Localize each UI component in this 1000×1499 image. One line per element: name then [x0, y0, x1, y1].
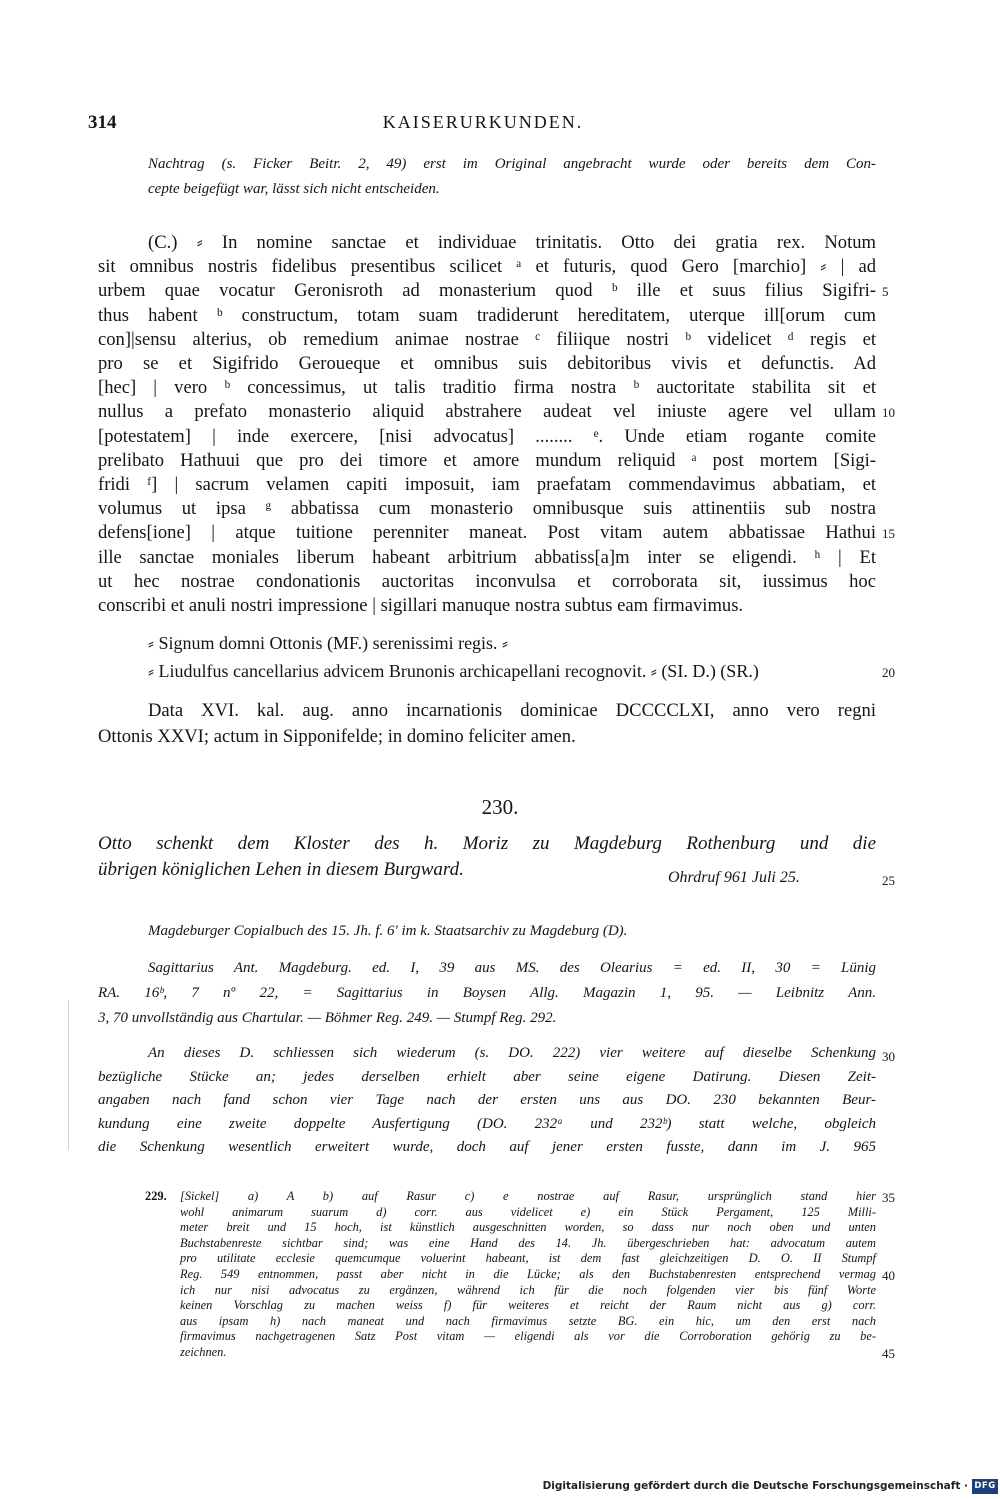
footnote-ref: 229.	[145, 1189, 167, 1203]
line-number: 10	[882, 405, 895, 421]
signum-line: ⸗ Signum domni Ottonis (MF.) serenissimi regis. ⸗	[148, 633, 509, 653]
regest-line: übrigen königlichen Lehen in diesem Burgward.	[98, 859, 464, 880]
charter-line: ut hec nostrae condonationis auctoritas inconvulsa et corroborata sit, iussimus hoc	[98, 570, 876, 592]
charter-line: nullus a prefato monasterio aliquid abstrahere audeat vel iniuste agere vel ullam	[98, 401, 876, 423]
footnote-line: Buchstabenreste sichtbar sind; was eine Hand des 14. Jh. übergeschrieben hat: advocatum autem	[180, 1235, 876, 1250]
tradition-line: Magdeburger Copialbuch des 15. Jh. f. 6' im k. Staatsarchiv zu Magdeburg (D).	[148, 923, 628, 939]
charter-line: [potestatem] | inde exercere, [nisi advocatus] ........ ᵉ. Unde etiam rogante comite	[98, 425, 876, 447]
document-number: 230.	[481, 795, 519, 819]
edition-line: Sagittarius Ant. Magdeburg. ed. I, 39 aus MS. des Olearius = ed. II, 30 = Lünig	[148, 960, 876, 976]
intro-line: Nachtrag (s. Ficker Beitr. 2, 49) erst im Original angebracht wurde oder bereits dem Con-	[148, 156, 876, 172]
commentary-line: die Schenkung wesentlich erweitert wurde, doch auf jener ersten fusste, dann im J. 965	[98, 1139, 876, 1155]
footnote-line: wohl animarum suarum d) corr. aus videlicet e) ein Stück Pergament, 125 Milli-	[180, 1204, 876, 1219]
commentary-line: kundung eine zweite doppelte Ausfertigung (DO. 232ᵃ und 232ᵇ) statt welche, obgleich	[98, 1115, 876, 1132]
line-number: 25	[882, 873, 895, 888]
signum-line: ⸗ Liudulfus cancellarius advicem Brunonis archicapellani recognovit. ⸗ (SI. D.) (SR.)	[148, 661, 759, 681]
commentary-line: bezügliche Stücke an; jedes derselben erhielt aber seine eigene Datirung. Diesen Zeit-	[98, 1068, 876, 1085]
line-number: 35	[882, 1190, 895, 1205]
footnote-line: aus ipsam h) nach maneat und nach firmavimus setzte BG. ein hic, um den erst nach	[180, 1313, 876, 1328]
charter-line: [hec] | vero ᵇ concessimus, ut talis traditio firma nostra ᵇ auctoritate stabilita sit et	[98, 377, 876, 399]
footnote-line: meter breit und 15 hoch, ist künstlich ausgeschnitten worden, so dass nur noch oben und unten	[180, 1220, 876, 1235]
footnote-line: [Sickel] a) A b) auf Rasur c) e nostrae auf Rasur, ursprünglich stand hier	[180, 1189, 876, 1203]
running-head: KAISERURKUNDEN.	[382, 112, 584, 132]
line-number: 15	[882, 526, 895, 542]
footnote-line: pro utilitate ecclesie quemcumque voluerint habeant, ist dem fast gleichzeitigen D. O. II Stumpf	[180, 1251, 876, 1266]
footnote-line: keinen Vorschlag zu machen weiss f) für weiteres et reicht der Raum nicht aus g) corr.	[180, 1298, 876, 1313]
dfg-logo-icon[interactable]: DFG	[972, 1479, 998, 1494]
charter-line: conscribi et anuli nostri impressione | sigillari manuque nostra subtus eam firmavimus.	[98, 595, 744, 616]
dating-line: Ottonis XXVI; actum in Sipponifelde; in domino feliciter amen.	[98, 726, 576, 747]
charter-line: prelibato Hathuui que pro dei timore et amore mundum reliquid ᵃ post mortem [Sigi-	[98, 449, 876, 471]
charter-line: sit omnibus nostris fidelibus presentibus scilicet ᵃ et futuris, quod Gero [marchio] ⸗ | ad	[98, 256, 876, 278]
footnote-line: ich nur nisi advocatus zu ergänzen, während ich für die noch folgenden vier bis fünf Worte	[180, 1282, 876, 1297]
charter-line: con]|sensu alterius, ob remedium animae nostrae ᶜ filiique nostri ᵇ videlicet ᵈ regis et	[98, 328, 876, 350]
page-header	[88, 112, 878, 142]
page-number: 314	[88, 112, 117, 133]
line-number: 45	[882, 1346, 895, 1361]
edition-line: 3, 70 unvollständig aus Chartular. — Böhmer Reg. 249. — Stumpf Reg. 292.	[98, 1010, 557, 1026]
footer-text: Digitalisierung gefördert durch die Deutsche Forschungsgemeinschaft ·	[542, 1480, 968, 1492]
footnote-line: Reg. 549 entnommen, passt aber nicht in die Lücke; als den Buchstabenresten entsprechend vermag	[180, 1267, 876, 1281]
charter-line: ille sanctae moniales liberum habeant arbitrium abbatiss[a]m inter se eligendi. ʰ | Et	[98, 546, 876, 568]
footnote-line: firmavimus nachgetragenen Satz Post vitam — eligendi als vor die Corroboration gehörig zu be-	[180, 1329, 876, 1344]
line-number: 20	[882, 665, 895, 680]
line-number: 40	[882, 1268, 895, 1283]
digitization-footer	[543, 1476, 998, 1496]
charter-line: thus habent ᵇ constructum, totam suam tradiderunt hereditatem, uterque ill[orum cum	[98, 304, 876, 326]
charter-line: urbem quae vocatur Geronisroth ad monasterium quod ᵇ ille et suus filius Sigifri-	[98, 280, 876, 302]
dating-line: Data XVI. kal. aug. anno incarnationis dominicae DCCCCLXI, anno vero regni	[148, 700, 876, 721]
regest-line: Otto schenkt dem Kloster des h. Moriz zu Magdeburg Rothenburg und die	[98, 833, 876, 854]
charter-line: defens[ione] | atque tuitione perenniter maneat. Post vitam autem abbatissae Hathui	[98, 522, 876, 544]
footnote-line: zeichnen.	[180, 1345, 227, 1359]
charter-line: pro se et Sigifrido Geroueque et omnibus suis debitoribus vivis et defunctis. Ad	[98, 353, 876, 374]
commentary-line: angaben nach fand schon vier Tage nach der ersten uns aus DO. 230 bekannten Beur-	[98, 1092, 876, 1108]
intro-line: cepte beigefügt war, lässt sich nicht entscheiden.	[148, 181, 440, 197]
charter-line: (C.) ⸗ In nomine sanctae et individuae trinitatis. Otto dei gratia rex. Notum	[148, 232, 876, 253]
line-number: 5	[882, 284, 889, 300]
edition-line: RA. 16ᵇ, 7 nº 22, = Sagittarius in Boysen Allg. Magazin 1, 95. — Leibnitz Ann.	[98, 985, 876, 1001]
charter-line: fridi ᶠ] | sacrum velamen capiti imposuit, iam praefatam commendavimus abbatiam, et	[98, 474, 876, 495]
commentary-line: An dieses D. schliessen sich wiederum (s. DO. 222) vier weitere auf dieselbe Schenkung	[148, 1045, 876, 1061]
line-number: 30	[882, 1049, 895, 1064]
margin-rule	[68, 1000, 69, 1150]
date-place: Ohrdruf 961 Juli 25.	[668, 869, 800, 886]
charter-line: volumus ut ipsa ᵍ abbatissa cum monasterio omnibusque suis attinentiis sub nostra	[98, 498, 876, 520]
